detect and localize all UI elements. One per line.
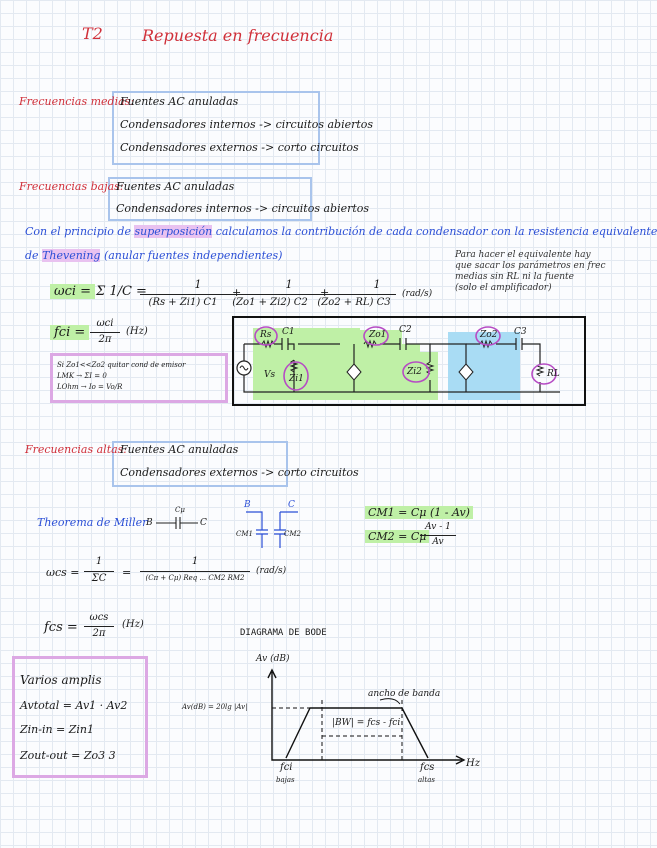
wcs-num: 1 [95, 556, 103, 567]
lbl-zi1: Zi1 [289, 374, 304, 384]
low-line-1: Fuentes AC anuladas [116, 180, 235, 193]
fci-den: 2π [98, 334, 112, 345]
mid-line-1: Fuentes AC anuladas [120, 95, 239, 108]
bode-ylabel: Av (dB) [256, 654, 290, 664]
lbl-vs: Vs [264, 370, 276, 380]
note-line-2: que sacar los parámetros en frec [455, 261, 606, 271]
miller-c: C [200, 518, 207, 528]
cm1-formula: CM1 = Cμ (1 - Av) [365, 506, 473, 519]
thevenin-highlight: Thevening [42, 249, 101, 262]
emitter-line-3: LOhm → Io = Vo/R [57, 383, 123, 391]
lbl-c2: C2 [399, 325, 412, 335]
miller-cm1: CM1 [236, 530, 253, 538]
emitter-line-2: LMK → ΣI = 0 [57, 372, 107, 380]
miller-b2: B [244, 500, 251, 510]
fcs-lhs: fcs = [44, 620, 78, 635]
bode-fh: fcs [420, 762, 435, 773]
thevenin-a: de [25, 249, 39, 262]
term1-num: 1 [194, 278, 202, 291]
wci-unit: (rad/s) [402, 289, 433, 299]
fci-lhs: fci = [50, 325, 89, 340]
amps-line-2: Zin-in = Zin1 [20, 723, 95, 736]
lbl-c1: C1 [282, 327, 295, 337]
lbl-rs: Rs [260, 330, 272, 340]
miller-cu: Cμ [175, 506, 185, 514]
amps-title: Varios amplis [20, 673, 102, 687]
wcs-lhs: ωcs = [46, 566, 80, 579]
high-label: Frecuencias altas: [25, 443, 128, 456]
note-line-1: Para hacer el equivalente hay [455, 250, 591, 260]
fcs-unit: (Hz) [122, 619, 144, 630]
cm2-den: Av [432, 537, 444, 547]
wcs-num2: 1 [191, 556, 199, 567]
wci-lhs: ωci = [50, 284, 95, 299]
miller-b: B [146, 518, 153, 528]
bode-fl: fci [280, 762, 293, 773]
superposition-a: Con el principio de [25, 225, 131, 238]
cm2-num: Av - 1 [425, 522, 451, 532]
high-line-2: Condensadores externos -> corto circuitos [120, 466, 359, 479]
mid-label: Frecuencias medias: [19, 95, 135, 108]
bode-xlabel: Hz [466, 758, 480, 769]
miller-c2: C [288, 500, 295, 510]
bode-axes [272, 672, 462, 760]
mid-line-2: Condensadores internos -> circuitos abiertos [120, 118, 374, 131]
plus-2: + [320, 286, 330, 299]
bode-level-label: Av(dB) = 20lg |Av| [182, 703, 248, 711]
lbl-zi2: Zi2 [407, 367, 422, 377]
plus-1: + [232, 286, 242, 299]
fcs-num: ωcs [89, 612, 109, 623]
fci-num: ωci [96, 318, 114, 329]
title-code: T2 [82, 24, 103, 43]
bode-bw-formula: |BW| = fcs - fci [332, 718, 401, 728]
wcs-eq: = [122, 566, 132, 579]
wcs-unit: (rad/s) [256, 566, 287, 576]
page-title: Repuesta en frecuencia [142, 26, 334, 45]
amps-line-3: Zout-out = Zo3 3 [20, 749, 116, 762]
term3-den: (Zo2 + RL) C3 [317, 297, 391, 308]
miller-cm2: CM2 [284, 530, 301, 538]
bode-curve [286, 708, 428, 758]
note-line-4: (solo el amplificador) [455, 283, 552, 293]
lbl-zo1: Zo1 [369, 330, 387, 340]
mid-line-3: Condensadores externos -> corto circuitos [120, 141, 359, 154]
lbl-rl: RL [547, 369, 560, 379]
wcs-den2: (Cπ + Cμ) Req ... CM2 RM2 [145, 574, 245, 582]
low-label: Frecuencias bajas: [19, 180, 124, 193]
high-line-1: Fuentes AC anuladas [120, 443, 239, 456]
amps-line-1: Avtotal = Av1 · Av2 [20, 699, 128, 712]
cm2-lhs: CM2 = Cμ [365, 530, 429, 543]
thevenin-c: (anular fuentes independientes) [103, 249, 283, 262]
wcs-den: ΣC [91, 573, 107, 584]
wci-sum: Σ 1/C = [96, 284, 147, 299]
lbl-zo2: Zo2 [480, 330, 498, 340]
bode-fl-sub: bajas [276, 776, 295, 784]
fci-unit: (Hz) [126, 326, 148, 337]
term2-den: (Zo1 + Zi2) C2 [232, 297, 308, 308]
superposition-highlight: superposición [134, 225, 213, 238]
superposition-b: calculamos la contribución de cada condensador con la resistencia equivalente [215, 225, 657, 238]
bode-fh-sub: altas [418, 776, 435, 784]
emitter-line-1: Si Zo1<<Zo2 quitar cond de emisor [57, 361, 186, 369]
bode-bw-pointer [380, 699, 400, 704]
fcs-den: 2π [92, 628, 106, 639]
note-line-3: medias sin RL ni la fuente [455, 272, 574, 282]
low-line-2: Condensadores internos -> circuitos abiertos [116, 202, 370, 215]
term1-den: (Rs + Zi1) C1 [148, 297, 218, 308]
term3-num: 1 [373, 278, 381, 291]
term2-num: 1 [285, 278, 293, 291]
lbl-c3: C3 [514, 327, 527, 337]
bode-title: DIAGRAMA DE BODE [240, 628, 327, 638]
miller-label: Theorema de Miller [37, 516, 148, 529]
bode-bandwidth: ancho de banda [368, 689, 441, 699]
